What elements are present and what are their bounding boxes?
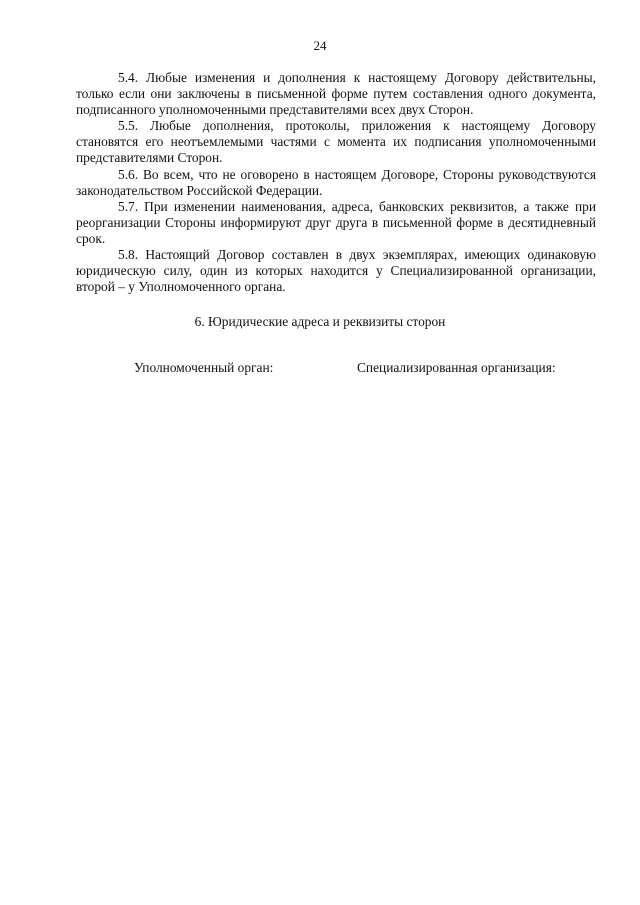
section-heading: 6. Юридические адреса и реквизиты сторон [194,314,446,329]
clause-5-7: 5.7. При изменении наименования, адреса, банковских реквизитов, а также при реорганизации Стороны информируют друг друга в письменной форме в десятидневный срок. [76,198,596,246]
clause-5-4: 5.4. Любые изменения и дополнения к настоящему Договору действительны, только если они заключены в письменной форме путем составления одного документа, подписанного уполномоченными представителями всех двух Сторон. [76,70,596,118]
contract-clauses [76,70,596,295]
authorized-body-label: Уполномоченный орган: [134,360,274,375]
page-number: 24 [313,38,327,53]
clause-5-5: 5.5. Любые дополнения, протоколы, приложения к настоящему Договору становятся его неотъемлемыми частями с момента их подписания уполномоченными представителями Сторон. [76,118,596,166]
clause-5-8: 5.8. Настоящий Договор составлен в двух экземплярах, имеющих одинаковую юридическую силу, один из которых находится у Специализированной организации, второй – у Уполномоченного органа. [76,247,596,295]
clause-5-6: 5.6. Во всем, что не оговорено в настоящем Договоре, Стороны руководствуются законодательством Российской Федерации. [76,166,596,198]
specialized-organization-label: Специализированная организация: [357,360,556,375]
